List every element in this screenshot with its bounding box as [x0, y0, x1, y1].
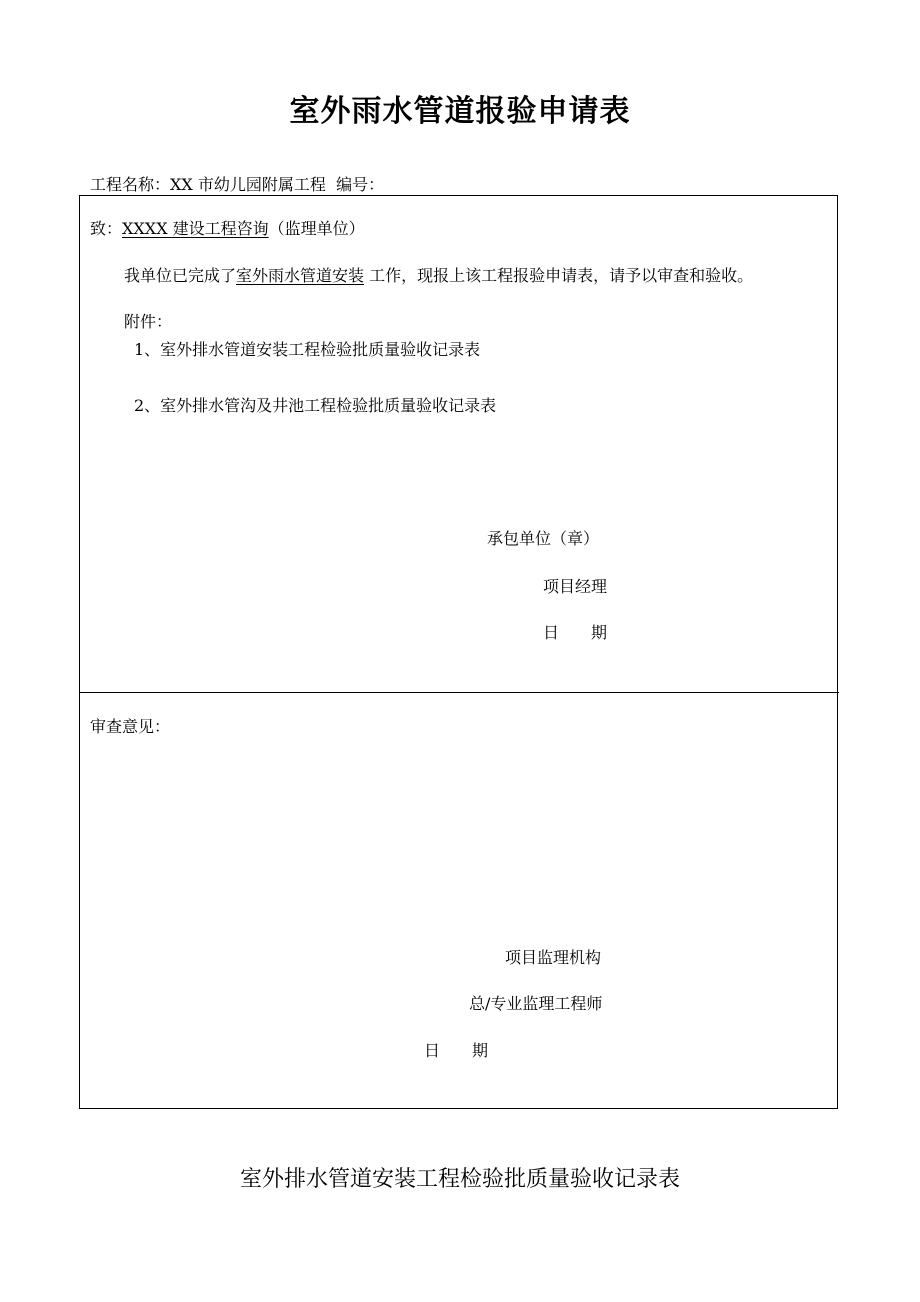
project-number-label: 编号： — [336, 175, 385, 194]
addressee-suffix: （监理单位） — [268, 219, 365, 238]
supervision-engineer-label: 总/专业监理工程师 — [469, 994, 603, 1013]
form-frame — [79, 195, 838, 1109]
work-name: 室外雨水管道安装 — [236, 266, 365, 285]
attachment-item: 2、室外排水管沟及井池工程检验批质量验收记录表 — [134, 396, 497, 415]
page-title: 室外雨水管道报验申请表 — [289, 94, 631, 129]
review-date-label: 日 期 — [424, 1041, 489, 1060]
contractor-label: 承包单位（章） — [487, 529, 600, 548]
project-manager-label: 项目经理 — [543, 577, 608, 596]
addressee-line — [90, 216, 365, 239]
next-form-title: 室外排水管道安装工程检验批质量验收记录表 — [239, 1167, 680, 1192]
application-body — [124, 263, 753, 286]
attachments-label: 附件： — [124, 312, 173, 331]
application-date-label: 日 期 — [543, 623, 608, 642]
body-prefix: 我单位已完成了 — [124, 266, 237, 285]
body-suffix: 工作，现报上该工程报验申请表，请予以审查和验收。 — [364, 266, 754, 285]
supervision-unit: XXXX 建设工程咨询 — [122, 219, 269, 238]
project-name-value: XX 市幼儿园附属工程 — [170, 175, 326, 194]
supervision-agency-label: 项目监理机构 — [505, 948, 602, 967]
project-name-label: 工程名称： — [90, 175, 171, 194]
section-divider — [79, 692, 839, 693]
review-opinion-label: 审查意见： — [90, 717, 171, 736]
attachment-item: 1、室外排水管道安装工程检验批质量验收记录表 — [134, 340, 481, 359]
addressee-prefix: 致： — [90, 219, 123, 238]
project-info — [90, 172, 384, 195]
